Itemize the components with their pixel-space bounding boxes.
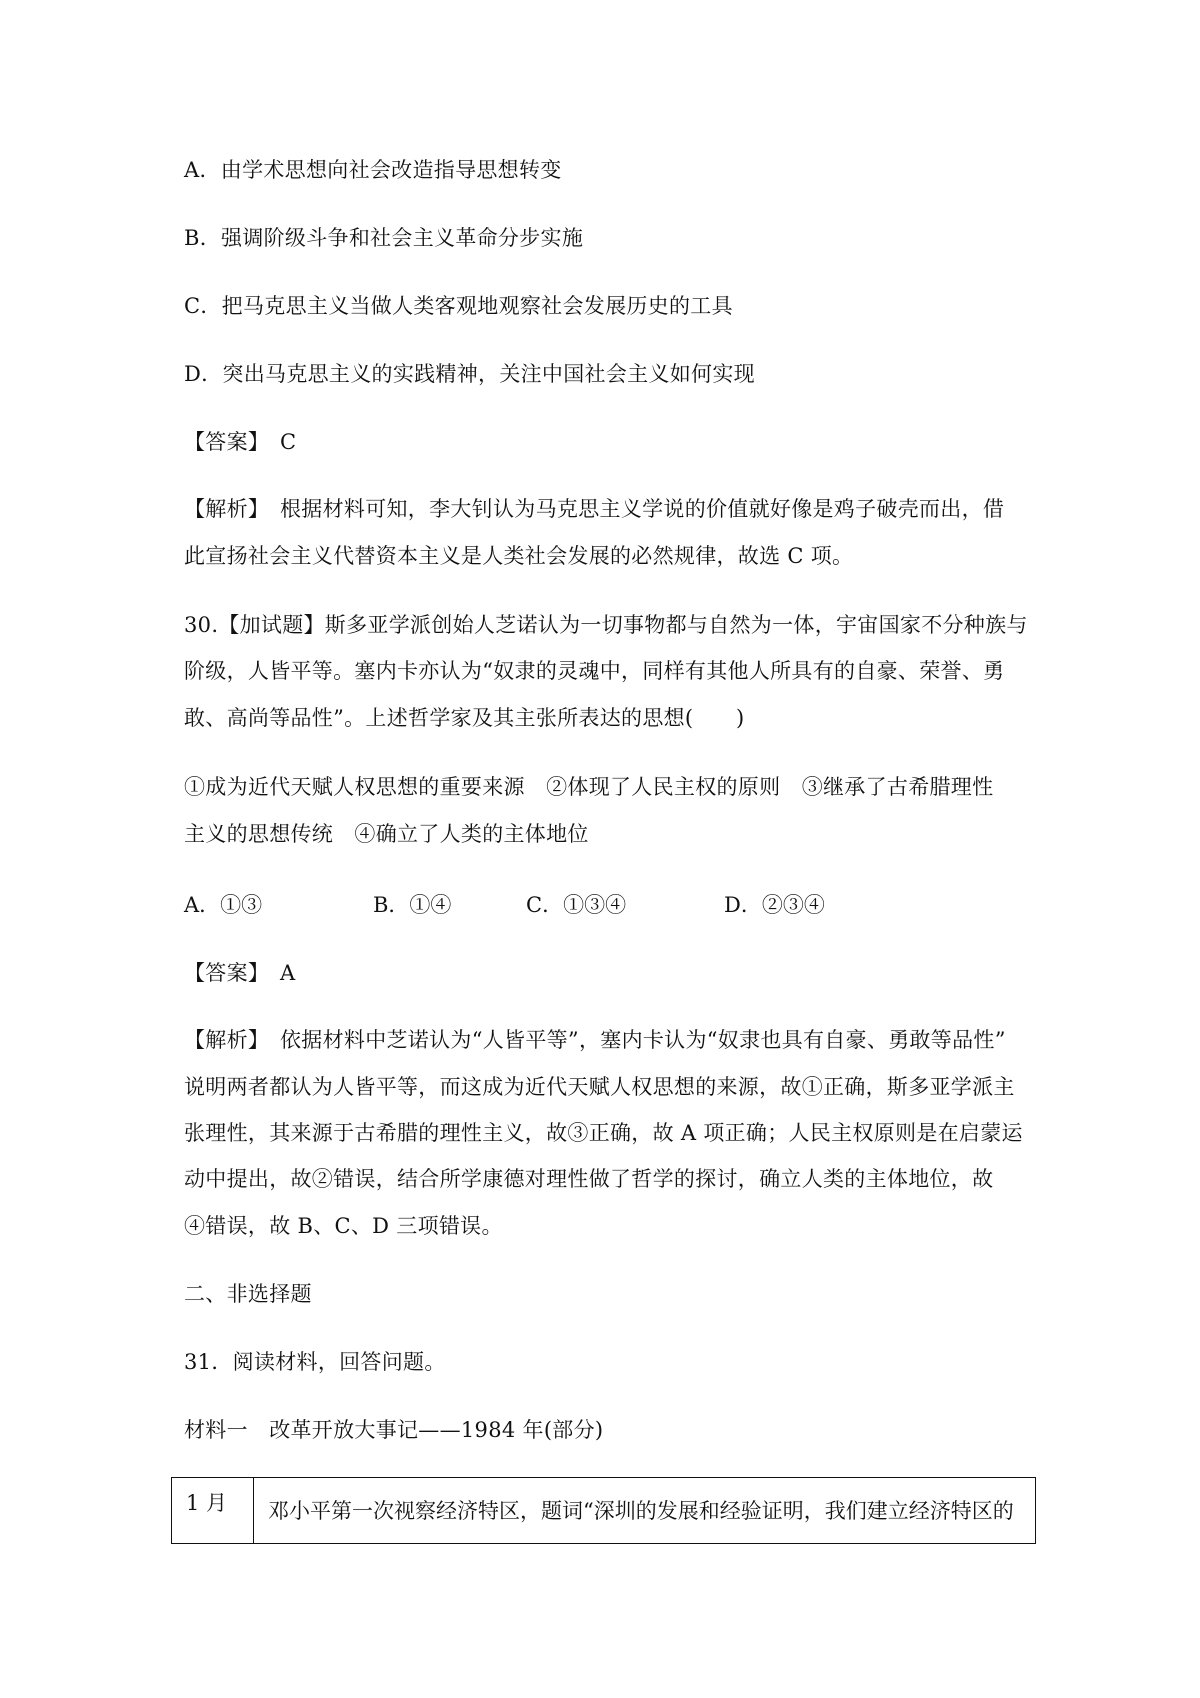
q30-option-d: D．②③④ <box>724 893 825 917</box>
section-heading: 二、非选择题 <box>184 1282 312 1306</box>
q29-option-c: C．把马克思主义当做人类客观地观察社会发展历史的工具 <box>184 294 733 318</box>
q30-stem-line-2: 阶级，人皆平等。塞内卡亦认为“奴隶的灵魂中，同样有其他人所具有的自豪、荣誉、勇 <box>184 659 1005 683</box>
q30-analysis-line-1: 【解析】 依据材料中芝诺认为“人皆平等”，塞内卡认为“奴隶也具有自豪、勇敢等品性” <box>184 1028 1006 1052</box>
q30-analysis-line-4: 动中提出，故②错误，结合所学康德对理性做了哲学的探讨，确立人类的主体地位，故 <box>184 1167 994 1191</box>
q30-analysis-line-3: 张理性，其来源于古希腊的理性主义，故③正确，故 A 项正确；人民主权原则是在启蒙运 <box>184 1121 1023 1145</box>
q30-statements-line-1: ①成为近代天赋人权思想的重要来源 ②体现了人民主权的原则 ③继承了古希腊理性 <box>184 775 994 799</box>
q29-option-a: A．由学术思想向社会改造指导思想转变 <box>184 158 562 182</box>
table-cell-event: 邓小平第一次视察经济特区，题词“深圳的发展和经验证明，我们建立经济特区的 <box>268 1499 1014 1523</box>
q30-analysis-line-5: ④错误，故 B、C、D 三项错误。 <box>184 1214 503 1238</box>
q29-analysis-line-2: 此宣扬社会主义代替资本主义是人类社会发展的必然规律，故选 C 项。 <box>184 544 854 568</box>
q30-answer: 【答案】 A <box>184 961 296 985</box>
q30-option-a: A．①③ <box>184 893 263 917</box>
q29-analysis-line-1: 【解析】 根据材料可知，李大钊认为马克思主义学说的价值就好像是鸡子破壳而出，借 <box>184 497 1005 521</box>
q30-option-c: C．①③④ <box>526 893 627 917</box>
table-cell-month: 1 月 <box>172 1478 254 1543</box>
events-table <box>171 1477 1036 1544</box>
q29-option-b: B．强调阶级斗争和社会主义革命分步实施 <box>184 226 584 250</box>
q29-option-d: D．突出马克思主义的实践精神，关注中国社会主义如何实现 <box>184 362 755 386</box>
q30-stem-line-1: 30.【加试题】斯多亚学派创始人芝诺认为一切事物都与自然为一体，宇宙国家不分种族与 <box>184 613 1028 637</box>
q29-answer: 【答案】 C <box>184 430 297 454</box>
q30-stem-line-3: 敢、高尚等品性”。上述哲学家及其主张所表达的思想( ) <box>184 706 745 730</box>
q30-analysis-line-2: 说明两者都认为人皆平等，而这成为近代天赋人权思想的来源，故①正确，斯多亚学派主 <box>184 1075 1015 1099</box>
q30-statements-line-2: 主义的思想传统 ④确立了人类的主体地位 <box>184 822 589 846</box>
q31-stem: 31．阅读材料，回答问题。 <box>184 1350 446 1374</box>
q30-option-b: B．①④ <box>373 893 452 917</box>
material-1-title: 材料一 改革开放大事记——1984 年(部分) <box>184 1418 604 1442</box>
q30-options-row <box>184 890 944 920</box>
